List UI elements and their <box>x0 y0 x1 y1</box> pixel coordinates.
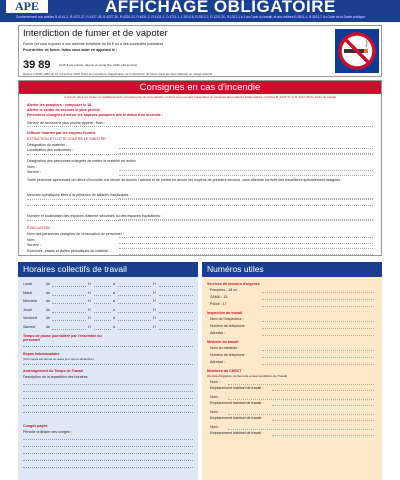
time-field <box>94 329 111 330</box>
inspection-title: Inspection du travail <box>207 311 242 315</box>
hours-separator: de <box>46 324 50 329</box>
fill-in-line <box>119 243 373 244</box>
useful-numbers-panel <box>202 262 382 480</box>
fire-instruction-line: Localisation des extincteurs : <box>27 148 74 152</box>
fire-instruction-line: Personnes chargées d'aviser les sapeurs-pompiers dès le début d'un incendie : <box>27 113 163 117</box>
hours-separator: de <box>46 316 50 320</box>
hours-separator: à <box>113 299 115 303</box>
fill-in-line <box>27 205 373 206</box>
time-field <box>52 286 86 287</box>
doctor-field: Nom du médecin : <box>210 346 240 350</box>
hours-separator: H <box>153 290 156 295</box>
emergency-field: Pompiers : 18 ou <box>210 288 238 292</box>
fill-in-line <box>23 384 193 385</box>
working-hours-title: Horaires collectifs de travail <box>18 262 198 277</box>
time-field <box>118 329 151 330</box>
fill-in-line <box>23 453 193 454</box>
fill-in-line <box>262 299 374 300</box>
time-field <box>159 286 193 287</box>
time-field <box>94 303 111 304</box>
fire-instruction-line: Exercices, essais et visites périodiques du matériel : <box>27 249 111 253</box>
chsct-field: Emplacement habituel de travail : <box>210 416 264 420</box>
chsct-field: Nom : <box>210 425 220 429</box>
useful-numbers-title: Numéros utiles <box>202 262 382 277</box>
chsct-field: Emplacement habituel de travail : <box>210 386 264 390</box>
fill-in-line <box>27 199 373 200</box>
fire-instruction-line: Nombre et localisation des espaces d'attente sécurisés ou des espaces équivalents : <box>27 214 162 218</box>
day-label-4: Vendredi <box>23 316 38 320</box>
fill-in-line <box>262 306 374 307</box>
hours-separator: H <box>88 316 91 320</box>
fill-in-line <box>23 398 193 399</box>
fill-in-line <box>262 335 374 336</box>
fill-in-line <box>23 439 193 440</box>
fill-in-line <box>262 350 374 351</box>
fill-in-line <box>23 391 193 392</box>
hours-separator: H <box>153 324 156 329</box>
hours-separator: H <box>88 290 91 295</box>
fill-in-line <box>272 435 374 436</box>
fire-instruction-line: Alerter le centre de secours le plus proche. <box>27 108 101 112</box>
arrangement-title: Aménagement du Temps de Travail <box>23 369 84 373</box>
fill-in-line <box>119 170 373 171</box>
fill-in-line <box>27 220 373 221</box>
hours-separator: H <box>88 307 91 312</box>
fire-instruction-line: Service : <box>27 170 41 174</box>
leave-text: Période ordinaire des congés : <box>23 430 72 434</box>
page-header <box>0 0 400 22</box>
day-label-3: Jeudi <box>23 307 32 312</box>
chsct-field: Nom : <box>210 395 220 399</box>
fill-in-line <box>27 126 373 127</box>
fire-instruction-line: Nom : <box>27 165 37 169</box>
day-label-2: Mercredi <box>23 299 37 303</box>
fire-instructions-section <box>18 80 382 256</box>
page-title: AFFICHAGE OBLIGATOIRE <box>105 0 336 16</box>
doctor-title: Médecin du travail <box>207 340 239 344</box>
fire-instruction-line: Toute personne apercevant un début d'incendie a le devoir de donner l'alarme et de mettre en œuvre les moyens de premiers secours, sans attendre l'arrivée des travailleurs spécialement désignés. <box>27 178 342 182</box>
smoking-decree: Décret n°2006-1386 du 15 novembre 2006 fixant les conditions d'application de l'interdiction de fumer dans les lieux affectés un usage collectif <box>23 72 213 76</box>
emergency-field: Police : 17 <box>210 302 227 306</box>
time-field <box>118 295 151 296</box>
fill-in-line <box>119 175 373 176</box>
time-field <box>94 312 111 313</box>
fill-in-line <box>23 467 193 468</box>
hours-separator: à <box>113 282 115 286</box>
time-field <box>118 312 151 313</box>
quit-smoking-phone: 39 89 <box>23 59 51 71</box>
fill-in-line <box>23 412 193 413</box>
smoking-title: Interdiction de fumer et de vapoter <box>23 28 168 39</box>
day-label-0: Lundi <box>23 282 32 286</box>
fill-in-line <box>23 405 193 406</box>
legal-references: Conformément aux articles R.4141-3, R.4227-37, R.4227-38, R.4227-39, R.4228-12, R.4631-2, R.3121-1, D.4711-1, L.3512-8, R.3512-2, D.1221-20, R.1321-1 à 3 du Code du travail, et aux articles R.3511-1, R.3512-7 du Code de la Santé publique. <box>16 15 366 19</box>
chsct-field: Nom : <box>210 410 220 414</box>
smoking-help-text: Pour arrêter de fumer, faites vous aider en appelant le : <box>23 48 118 52</box>
time-field <box>94 286 111 287</box>
fill-in-line <box>23 364 193 365</box>
time-field <box>52 303 86 304</box>
smoking-section <box>18 25 382 77</box>
chsct-field: Emplacement habituel de travail : <box>210 401 264 405</box>
chsct-title: Membres du CHSCT <box>207 369 242 373</box>
time-field <box>52 320 86 321</box>
time-field <box>94 295 111 296</box>
time-field <box>118 286 151 287</box>
hours-separator: H <box>153 307 156 312</box>
hours-separator: à <box>113 316 115 320</box>
time-field <box>118 320 151 321</box>
emergency-field: SAMU : 15 <box>210 295 228 299</box>
ape-logo: APE <box>6 0 48 13</box>
fire-instruction-line: Désignation du matériel : <box>27 143 67 147</box>
time-field <box>52 329 86 330</box>
fire-instruction-line: Alerter les pompiers : composer le 18. <box>27 103 93 107</box>
leave-title: Congés payés <box>23 424 48 428</box>
hours-separator: H <box>153 316 156 320</box>
fire-instruction-line: Nom : <box>27 238 37 242</box>
inspection-field: Nom de l'inspecteur : <box>210 317 244 321</box>
hours-separator: de <box>46 307 50 312</box>
fill-in-line <box>262 364 374 365</box>
hours-separator: H <box>88 282 91 286</box>
fill-in-line <box>23 446 193 447</box>
time-field <box>159 312 193 313</box>
hours-separator: à <box>113 307 115 312</box>
hours-separator: H <box>88 299 91 303</box>
hours-separator: de <box>46 299 50 303</box>
fill-in-line <box>272 390 374 391</box>
hours-separator: de <box>46 282 50 286</box>
chsct-field: Nom : <box>210 380 220 384</box>
fire-instruction-line: Nom des personnes chargées de l'évacuation du personnel : <box>27 232 124 236</box>
chsct-note: (Comité d'Hygiène, de Sécurité et des Conditions de Travail) <box>207 374 288 378</box>
pause-title: Temps de pause journalière par l'ensemble du personnel <box>23 334 102 342</box>
hours-separator: à <box>113 290 115 295</box>
fill-in-line <box>119 237 373 238</box>
time-field <box>118 303 151 304</box>
fire-instruction-line: Service : <box>27 243 41 247</box>
fire-instruction-line: Diffuser l'alarme par les moyens fournis <box>27 131 96 135</box>
time-field <box>159 320 193 321</box>
smoking-text: Fumer (et vous exposer à une amende forfaitaire de 68 € ou à des poursuites judiciaires. <box>23 42 165 46</box>
day-label-1: Mardi <box>23 290 32 295</box>
hours-separator: H <box>153 282 156 286</box>
fire-instruction-line: EXTINCTION ET LUTTE CONTRE LE SINISTRE <box>27 137 106 141</box>
no-smoking-icon <box>335 29 379 73</box>
fill-in-line <box>23 460 193 461</box>
inspection-field: Numéro de téléphone : <box>210 324 247 328</box>
fill-in-line <box>262 292 374 293</box>
emergency-title: Services de secours d'urgence <box>207 282 260 286</box>
chsct-field: Emplacement habituel de travail : <box>210 431 264 435</box>
time-field <box>159 329 193 330</box>
time-field <box>159 295 193 296</box>
time-field <box>94 320 111 321</box>
phone-note: (0,15 € par minute, depuis un poste fixe, tarifs 'elle service) <box>59 63 138 67</box>
fill-in-line <box>228 429 374 430</box>
time-field <box>52 295 86 296</box>
fill-in-line <box>119 248 373 249</box>
doctor-field: Adresse : <box>210 360 226 364</box>
fill-in-line <box>272 405 374 406</box>
fill-in-line <box>119 148 373 149</box>
fire-instruction-line: Mesures spécifiques liées à la présence de salariés handicapés : <box>27 193 131 197</box>
fire-subtitle: À remplir dans les locaux ou établissements occupant plus de cinq salariés, et dans ceux où sont manipulées ou stockées des matières inflammables. (Articles R. 4227-37 et R. 4227-38 du Code du travail) <box>64 95 336 99</box>
fill-in-line <box>119 254 373 255</box>
time-field <box>159 303 193 304</box>
rest-title: Repos hebdomadaire <box>23 352 60 356</box>
fill-in-line <box>262 357 374 358</box>
fire-instruction-line: ÉVACUATION <box>27 226 50 230</box>
fill-in-line <box>23 346 193 347</box>
hours-separator: H <box>153 299 156 303</box>
fire-instruction-line: Service de secours le plus proche appelé : Nom : <box>27 121 106 125</box>
hours-separator: de <box>46 290 50 295</box>
day-label-5: Samedi <box>23 324 36 329</box>
hours-separator: H <box>88 324 91 329</box>
fill-in-line <box>228 384 374 385</box>
fire-title: Consignes en cas d'incendie <box>19 81 381 94</box>
fill-in-line <box>262 321 374 322</box>
hours-separator: à <box>113 324 115 329</box>
arrangement-text: Description de la répartition des horaires <box>23 375 88 379</box>
doctor-field: Numéro de téléphone : <box>210 353 247 357</box>
fill-in-line <box>228 414 374 415</box>
fill-in-line <box>228 399 374 400</box>
fire-instruction-line: Désignation des personnes chargées de mettre le matériel en action <box>27 159 136 163</box>
inspection-field: Adresse : <box>210 331 226 335</box>
rest-note: (Si le repos est donné un autre jour que le dimanche) <box>23 357 94 361</box>
fill-in-line <box>262 328 374 329</box>
time-field <box>52 312 86 313</box>
fill-in-line <box>272 420 374 421</box>
fill-in-line <box>27 154 373 155</box>
working-hours-panel <box>18 262 198 480</box>
